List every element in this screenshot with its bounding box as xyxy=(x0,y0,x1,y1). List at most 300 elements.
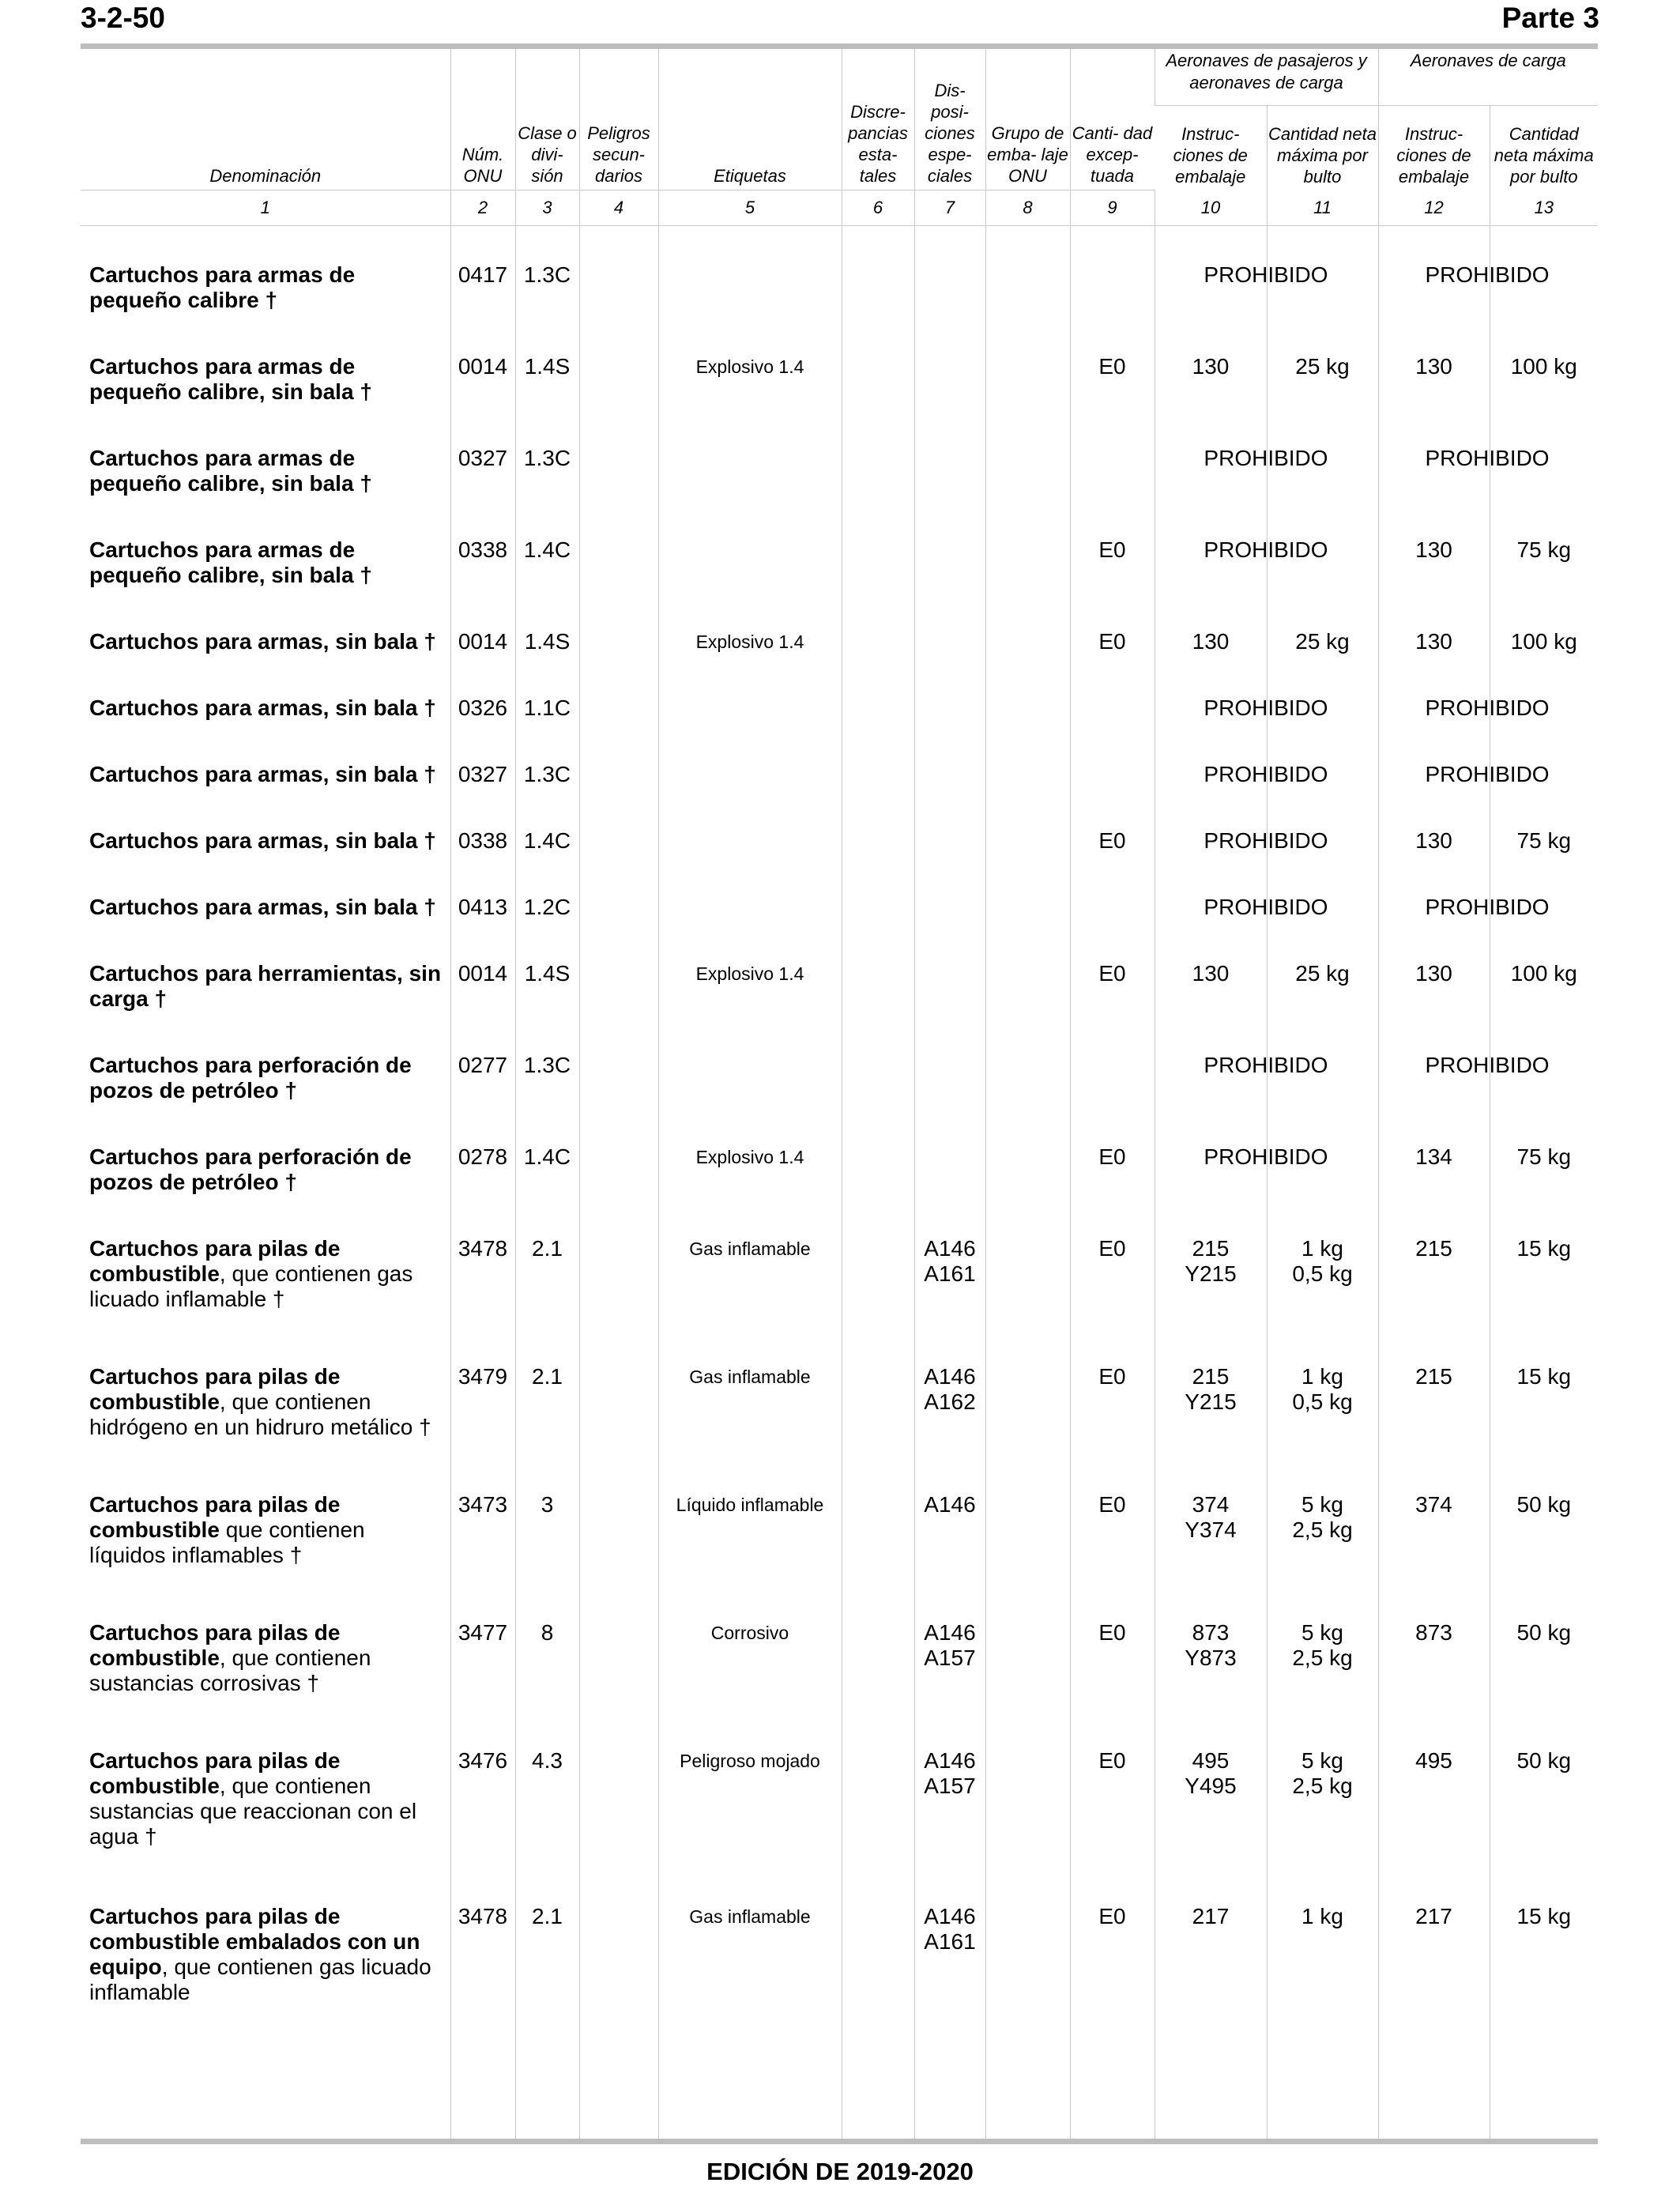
un-number: 0338 xyxy=(450,827,515,893)
entry-name xyxy=(81,1747,450,1902)
header-peligros: Peligros secun- darios xyxy=(579,49,658,190)
filler-cell xyxy=(81,2040,450,2140)
entry-name xyxy=(81,1143,450,1235)
entry-name-bold: Cartuchos para pilas de combustible xyxy=(89,1364,341,1414)
pax-max-quantity: 5 kg 2,5 kg xyxy=(1267,1619,1378,1747)
un-number: 0338 xyxy=(450,536,515,628)
pax-prohibited: PROHIBIDO xyxy=(1203,696,1328,720)
column-number: 4 xyxy=(579,190,658,226)
excepted-quantity: E0 xyxy=(1070,352,1155,444)
excepted-quantity: E0 xyxy=(1070,1491,1155,1619)
pax-packing-instruction: 873 Y873 xyxy=(1155,1619,1267,1747)
header-clase: Clase o divi- sión xyxy=(515,49,579,190)
cargo-packing-instruction: 374 xyxy=(1378,1491,1490,1619)
cargo-packing-instruction: 134 xyxy=(1378,1143,1490,1235)
un-number: 0327 xyxy=(450,444,515,536)
entry-name-bold: Cartuchos para pilas de combustible xyxy=(89,1492,341,1542)
filler-row xyxy=(81,2040,1598,2140)
spacer-cell xyxy=(1070,226,1155,262)
pax-max-quantity: 1 kg 0,5 kg xyxy=(1267,1363,1378,1491)
un-number: 3478 xyxy=(450,1902,515,2040)
header-discrepancias: Discre- pancias esta- tales xyxy=(842,49,914,190)
filler-cell xyxy=(1155,2040,1267,2140)
entry-name xyxy=(81,1363,450,1491)
cargo-packing-instruction: 495 xyxy=(1378,1747,1490,1902)
special-provisions: A146 A161 xyxy=(914,1902,985,2040)
un-number: 0413 xyxy=(450,893,515,959)
excepted-quantity: E0 xyxy=(1070,959,1155,1051)
packing-group xyxy=(985,1747,1070,1902)
entry-name xyxy=(81,1902,450,2040)
table-row xyxy=(81,1619,1598,1747)
class-division: 1.4S xyxy=(515,352,579,444)
pax-max-quantity: 25 kg xyxy=(1267,352,1378,444)
state-variations xyxy=(842,1491,914,1619)
filler-cell xyxy=(515,2040,579,2140)
un-number: 0417 xyxy=(450,261,515,352)
filler-cell xyxy=(1378,2040,1490,2140)
table-row xyxy=(81,760,1598,827)
hazard-label: Explosivo 1.4 xyxy=(658,1143,842,1235)
packing-group xyxy=(985,827,1070,893)
entry-name xyxy=(81,893,450,959)
class-division: 1.4S xyxy=(515,959,579,1051)
column-number: 9 xyxy=(1070,190,1155,226)
hazard-label: Explosivo 1.4 xyxy=(658,628,842,694)
pax-prohibited: PROHIBIDO xyxy=(1203,828,1328,853)
spacer-cell xyxy=(1267,226,1378,262)
spacer-cell xyxy=(579,226,658,262)
entry-name xyxy=(81,1491,450,1619)
footer-edition: EDICIÓN DE 2019-2020 xyxy=(706,2158,974,2185)
special-provisions xyxy=(914,628,985,694)
pax-max-quantity xyxy=(1203,760,1378,827)
class-division: 1.3C xyxy=(515,444,579,536)
pax-max-quantity: 5 kg 2,5 kg xyxy=(1267,1747,1378,1902)
un-number: 0014 xyxy=(450,628,515,694)
pax-packing-instruction: 130 xyxy=(1155,628,1267,694)
packing-group xyxy=(985,760,1070,827)
cargo-max-quantity: 50 kg xyxy=(1490,1747,1598,1902)
packing-group xyxy=(985,1143,1070,1235)
cargo-max-quantity xyxy=(1425,694,1598,760)
class-division: 1.1C xyxy=(515,694,579,760)
entry-name-bold: Cartuchos para armas de pequeño calibre, sin bala † xyxy=(89,446,372,496)
special-provisions xyxy=(914,893,985,959)
state-variations xyxy=(842,893,914,959)
entry-name xyxy=(81,827,450,893)
subsidiary-hazard xyxy=(579,1051,658,1143)
column-number: 6 xyxy=(842,190,914,226)
pax-prohibited: PROHIBIDO xyxy=(1203,537,1328,562)
table-row xyxy=(81,444,1598,536)
packing-group xyxy=(985,1491,1070,1619)
hazard-label: Peligroso mojado xyxy=(658,1747,842,1902)
class-division: 1.4C xyxy=(515,827,579,893)
table-row xyxy=(81,261,1598,352)
hazard-label xyxy=(658,536,842,628)
pax-max-quantity: 25 kg xyxy=(1267,959,1378,1051)
subsidiary-hazard xyxy=(579,959,658,1051)
cargo-packing-instruction: 217 xyxy=(1378,1902,1490,2040)
subsidiary-hazard xyxy=(579,694,658,760)
column-numbers-row xyxy=(81,190,1598,226)
entry-name-bold: Cartuchos para herramientas, sin carga † xyxy=(89,961,442,1011)
spacer-cell xyxy=(515,226,579,262)
subsidiary-hazard xyxy=(579,1363,658,1491)
packing-group xyxy=(985,352,1070,444)
column-number: 1 xyxy=(81,190,450,226)
excepted-quantity xyxy=(1070,760,1155,827)
filler-cell xyxy=(1267,2040,1378,2140)
state-variations xyxy=(842,959,914,1051)
hazard-label: Explosivo 1.4 xyxy=(658,959,842,1051)
column-number: 7 xyxy=(914,190,985,226)
pax-prohibited: PROHIBIDO xyxy=(1203,895,1328,919)
entry-name xyxy=(81,444,450,536)
cargo-prohibited: PROHIBIDO xyxy=(1425,895,1550,919)
pax-packing-instruction: 130 xyxy=(1155,959,1267,1051)
filler-cell xyxy=(1490,2040,1598,2140)
table-row xyxy=(81,1051,1598,1143)
pax-max-quantity: 25 kg xyxy=(1267,628,1378,694)
header-denominacion: Denominación xyxy=(81,49,450,190)
table-row xyxy=(81,893,1598,959)
subsidiary-hazard xyxy=(579,536,658,628)
column-number: 8 xyxy=(985,190,1070,226)
hazard-label: Corrosivo xyxy=(658,1619,842,1747)
subsidiary-hazard xyxy=(579,628,658,694)
entry-name-bold: Cartuchos para pilas de combustible xyxy=(89,1236,341,1286)
state-variations xyxy=(842,261,914,352)
header-num-onu: Núm. ONU xyxy=(450,49,515,190)
spacer-cell xyxy=(1155,226,1267,262)
state-variations xyxy=(842,694,914,760)
excepted-quantity: E0 xyxy=(1070,827,1155,893)
subsidiary-hazard xyxy=(579,1902,658,2040)
cargo-packing-instruction: 215 xyxy=(1378,1363,1490,1491)
packing-group xyxy=(985,628,1070,694)
class-division: 1.3C xyxy=(515,760,579,827)
class-division: 3 xyxy=(515,1491,579,1619)
special-provisions xyxy=(914,959,985,1051)
packing-group xyxy=(985,893,1070,959)
cargo-max-quantity: 50 kg xyxy=(1490,1491,1598,1619)
packing-group xyxy=(985,261,1070,352)
excepted-quantity: E0 xyxy=(1070,536,1155,628)
packing-group xyxy=(985,1902,1070,2040)
pax-packing-instruction: 215 Y215 xyxy=(1155,1235,1267,1363)
pax-prohibited: PROHIBIDO xyxy=(1203,446,1328,470)
cargo-max-quantity: 75 kg xyxy=(1490,1143,1598,1235)
pax-max-quantity xyxy=(1203,893,1378,959)
subsidiary-hazard xyxy=(579,261,658,352)
hazard-label: Gas inflamable xyxy=(658,1363,842,1491)
table-row xyxy=(81,827,1598,893)
state-variations xyxy=(842,352,914,444)
entry-name-bold: Cartuchos para perforación de pozos de petróleo † xyxy=(89,1053,412,1103)
state-variations xyxy=(842,1051,914,1143)
state-variations xyxy=(842,1619,914,1747)
excepted-quantity: E0 xyxy=(1070,628,1155,694)
hazard-label xyxy=(658,893,842,959)
excepted-quantity: E0 xyxy=(1070,1619,1155,1747)
class-division: 1.4S xyxy=(515,628,579,694)
un-number: 3479 xyxy=(450,1363,515,1491)
entry-name-rest: , que contienen gas licuado inflamable † xyxy=(89,1261,413,1311)
special-provisions xyxy=(914,261,985,352)
part-title: Parte 3 xyxy=(1501,2,1599,34)
top-rule xyxy=(81,43,1598,49)
packing-group xyxy=(985,444,1070,536)
table-row xyxy=(81,1235,1598,1363)
subsidiary-hazard xyxy=(579,893,658,959)
page-header xyxy=(81,0,1599,41)
entry-name-bold: Cartuchos para armas de pequeño calibre, sin bala † xyxy=(89,537,372,587)
pax-max-quantity xyxy=(1203,1143,1378,1235)
entry-name-bold: Cartuchos para armas, sin bala † xyxy=(89,696,436,720)
packing-group xyxy=(985,1619,1070,1747)
un-number: 0327 xyxy=(450,760,515,827)
spacer-cell xyxy=(914,226,985,262)
excepted-quantity: E0 xyxy=(1070,1902,1155,2040)
filler-cell xyxy=(450,2040,515,2140)
excepted-quantity xyxy=(1070,261,1155,352)
header-pax-cantidad: Cantidad neta máxima por bulto xyxy=(1267,106,1378,190)
special-provisions xyxy=(914,760,985,827)
class-division: 1.4C xyxy=(515,536,579,628)
class-division: 2.1 xyxy=(515,1902,579,2040)
excepted-quantity: E0 xyxy=(1070,1747,1155,1902)
pax-prohibited: PROHIBIDO xyxy=(1203,1144,1328,1169)
class-division: 1.4C xyxy=(515,1143,579,1235)
cargo-max-quantity: 100 kg xyxy=(1490,959,1598,1051)
pax-packing-instruction: 217 xyxy=(1155,1902,1267,2040)
class-division: 4.3 xyxy=(515,1747,579,1902)
packing-group xyxy=(985,1235,1070,1363)
entry-name-rest: que contienen líquidos inflamables † xyxy=(89,1517,365,1567)
cargo-max-quantity: 100 kg xyxy=(1490,628,1598,694)
un-number: 3478 xyxy=(450,1235,515,1363)
un-number: 0326 xyxy=(450,694,515,760)
entry-name-bold: Cartuchos para armas, sin bala † xyxy=(89,629,436,654)
entry-name-bold: Cartuchos para armas, sin bala † xyxy=(89,828,436,853)
header-cargo-cantidad: Cantidad neta máxima por bulto xyxy=(1490,106,1598,190)
packing-group xyxy=(985,694,1070,760)
special-provisions: A146 A157 xyxy=(914,1747,985,1902)
entry-name-rest: , que contienen gas licuado inflamable xyxy=(89,1955,431,2004)
subsidiary-hazard xyxy=(579,444,658,536)
special-provisions xyxy=(914,444,985,536)
un-number: 0278 xyxy=(450,1143,515,1235)
dangerous-goods-table xyxy=(81,49,1598,2140)
state-variations xyxy=(842,827,914,893)
state-variations xyxy=(842,1235,914,1363)
entry-name xyxy=(81,694,450,760)
cargo-max-quantity: 15 kg xyxy=(1490,1902,1598,2040)
entry-name-bold: Cartuchos para armas, sin bala † xyxy=(89,895,436,919)
entry-name xyxy=(81,760,450,827)
header-carga-group: Aeronaves de carga xyxy=(1378,49,1598,106)
state-variations xyxy=(842,444,914,536)
special-provisions xyxy=(914,352,985,444)
pax-max-quantity: 1 kg 0,5 kg xyxy=(1267,1235,1378,1363)
entry-name xyxy=(81,959,450,1051)
un-number: 0277 xyxy=(450,1051,515,1143)
entry-name-bold: Cartuchos para pilas de combustible xyxy=(89,1748,341,1798)
entry-name-rest: , que contienen sustancias que reaccionan con el agua † xyxy=(89,1774,417,1849)
state-variations xyxy=(842,628,914,694)
un-number: 3476 xyxy=(450,1747,515,1902)
table-row xyxy=(81,959,1598,1051)
table-row xyxy=(81,1363,1598,1491)
hazard-label: Gas inflamable xyxy=(658,1902,842,2040)
header-pasajeros-group: Aeronaves de pasajeros y aeronaves de carga xyxy=(1155,49,1378,106)
pax-max-quantity xyxy=(1203,827,1378,893)
special-provisions: A146 A161 xyxy=(914,1235,985,1363)
pax-max-quantity xyxy=(1203,444,1378,536)
excepted-quantity xyxy=(1070,893,1155,959)
column-number: 12 xyxy=(1378,190,1490,226)
cargo-packing-instruction: 130 xyxy=(1378,959,1490,1051)
cargo-packing-instruction: 130 xyxy=(1378,628,1490,694)
entry-name xyxy=(81,628,450,694)
table-row xyxy=(81,1143,1598,1235)
pax-max-quantity xyxy=(1203,261,1378,352)
packing-group xyxy=(985,959,1070,1051)
header-grupo: Grupo de emba- laje ONU xyxy=(985,49,1070,190)
spacer-cell xyxy=(1378,226,1490,262)
table-row xyxy=(81,628,1598,694)
subsidiary-hazard xyxy=(579,827,658,893)
subsidiary-hazard xyxy=(579,1491,658,1619)
filler-cell xyxy=(1070,2040,1155,2140)
cargo-packing-instruction: 130 xyxy=(1378,536,1490,628)
entry-name xyxy=(81,536,450,628)
class-division: 2.1 xyxy=(515,1235,579,1363)
hazard-label xyxy=(658,694,842,760)
cargo-max-quantity: 100 kg xyxy=(1490,352,1598,444)
pax-max-quantity xyxy=(1203,536,1378,628)
special-provisions xyxy=(914,1051,985,1143)
un-number: 3477 xyxy=(450,1619,515,1747)
state-variations xyxy=(842,1363,914,1491)
cargo-prohibited: PROHIBIDO xyxy=(1425,262,1550,287)
table-row xyxy=(81,352,1598,444)
column-number: 10 xyxy=(1155,190,1267,226)
cargo-prohibited: PROHIBIDO xyxy=(1425,696,1550,720)
pax-prohibited: PROHIBIDO xyxy=(1203,262,1328,287)
filler-cell xyxy=(579,2040,658,2140)
header-disposiciones: Dis- posi- ciones espe- ciales xyxy=(914,49,985,190)
pax-packing-instruction: 374 Y374 xyxy=(1155,1491,1267,1619)
cargo-max-quantity xyxy=(1425,1051,1598,1143)
state-variations xyxy=(842,1902,914,2040)
pax-packing-instruction: 495 Y495 xyxy=(1155,1747,1267,1902)
column-number: 2 xyxy=(450,190,515,226)
table-row xyxy=(81,1491,1598,1619)
cargo-max-quantity xyxy=(1425,893,1598,959)
pax-max-quantity xyxy=(1203,1051,1378,1143)
special-provisions: A146 A162 xyxy=(914,1363,985,1491)
excepted-quantity: E0 xyxy=(1070,1363,1155,1491)
packing-group xyxy=(985,1363,1070,1491)
hazard-label xyxy=(658,1051,842,1143)
table-row xyxy=(81,1902,1598,2040)
spacer-cell xyxy=(81,226,450,262)
entry-name-bold: Cartuchos para armas, sin bala † xyxy=(89,762,436,786)
entry-name-bold: Cartuchos para pilas de combustible embalados con un equipo xyxy=(89,1904,420,1979)
entry-name xyxy=(81,261,450,352)
subsidiary-hazard xyxy=(579,1143,658,1235)
cargo-max-quantity: 15 kg xyxy=(1490,1235,1598,1363)
filler-cell xyxy=(842,2040,914,2140)
header-cargo-instrucciones: Instruc- ciones de embalaje xyxy=(1378,106,1490,190)
class-division: 8 xyxy=(515,1619,579,1747)
filler-cell xyxy=(658,2040,842,2140)
pax-packing-instruction: 130 xyxy=(1155,352,1267,444)
entry-name-bold: Cartuchos para perforación de pozos de petróleo † xyxy=(89,1144,412,1194)
un-number: 0014 xyxy=(450,959,515,1051)
subsidiary-hazard xyxy=(579,1235,658,1363)
un-number: 3473 xyxy=(450,1491,515,1619)
excepted-quantity xyxy=(1070,1051,1155,1143)
page-number: 3-2-50 xyxy=(81,2,165,34)
pax-max-quantity: 5 kg 2,5 kg xyxy=(1267,1491,1378,1619)
excepted-quantity xyxy=(1070,444,1155,536)
cargo-prohibited: PROHIBIDO xyxy=(1425,446,1550,470)
cargo-max-quantity: 75 kg xyxy=(1490,827,1598,893)
class-division: 1.2C xyxy=(515,893,579,959)
un-number: 0014 xyxy=(450,352,515,444)
subsidiary-hazard xyxy=(579,352,658,444)
hazard-label xyxy=(658,444,842,536)
packing-group xyxy=(985,1051,1070,1143)
pax-packing-instruction: 215 Y215 xyxy=(1155,1363,1267,1491)
special-provisions xyxy=(914,694,985,760)
pax-max-quantity: 1 kg xyxy=(1267,1902,1378,2040)
special-provisions xyxy=(914,827,985,893)
hazard-label: Gas inflamable xyxy=(658,1235,842,1363)
filler-cell xyxy=(985,2040,1070,2140)
hazard-label: Explosivo 1.4 xyxy=(658,352,842,444)
cargo-max-quantity: 15 kg xyxy=(1490,1363,1598,1491)
entry-name xyxy=(81,1235,450,1363)
state-variations xyxy=(842,760,914,827)
filler-cell xyxy=(914,2040,985,2140)
pax-prohibited: PROHIBIDO xyxy=(1203,762,1328,786)
cargo-max-quantity: 50 kg xyxy=(1490,1619,1598,1747)
class-division: 2.1 xyxy=(515,1363,579,1491)
hazard-label xyxy=(658,261,842,352)
cargo-max-quantity xyxy=(1425,261,1598,352)
spacer-row xyxy=(81,226,1598,262)
cargo-prohibited: PROHIBIDO xyxy=(1425,1053,1550,1077)
entry-name-bold: Cartuchos para pilas de combustible xyxy=(89,1620,341,1670)
hazard-label xyxy=(658,827,842,893)
excepted-quantity: E0 xyxy=(1070,1235,1155,1363)
class-division: 1.3C xyxy=(515,1051,579,1143)
entry-name xyxy=(81,1051,450,1143)
packing-group xyxy=(985,536,1070,628)
spacer-cell xyxy=(658,226,842,262)
spacer-cell xyxy=(985,226,1070,262)
subsidiary-hazard xyxy=(579,760,658,827)
entry-name-bold: Cartuchos para armas de pequeño calibre † xyxy=(89,262,356,312)
state-variations xyxy=(842,1747,914,1902)
state-variations xyxy=(842,1143,914,1235)
special-provisions: A146 A157 xyxy=(914,1619,985,1747)
